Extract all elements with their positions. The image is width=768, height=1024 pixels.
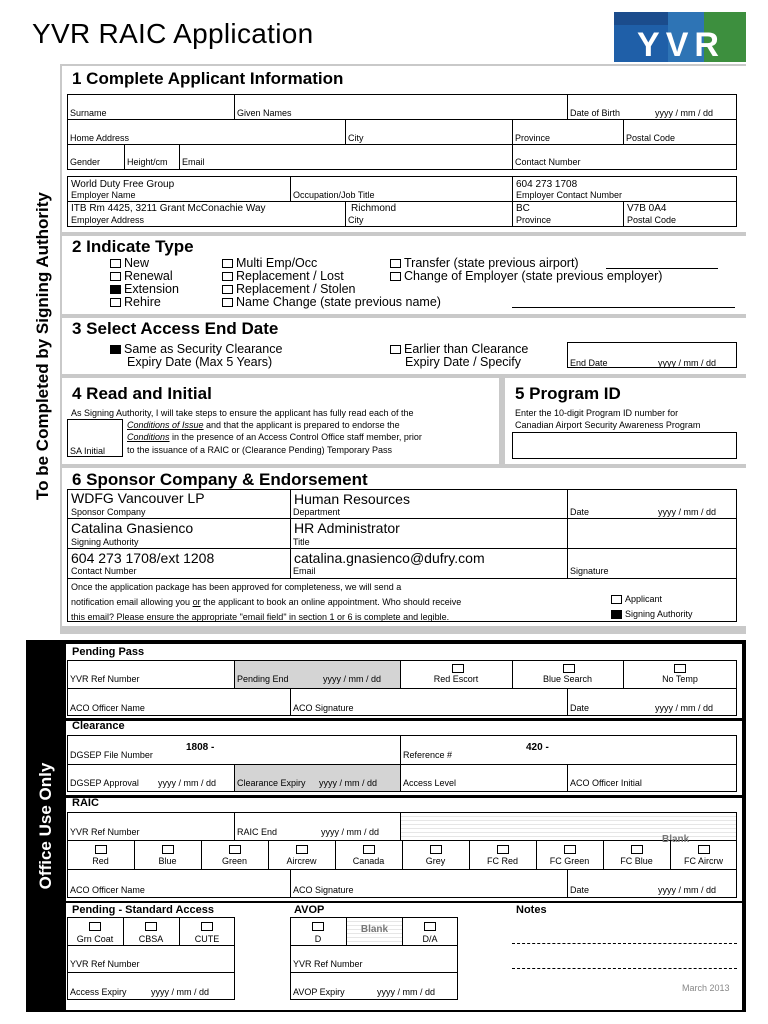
raic-color-label: Blue xyxy=(158,856,177,866)
office-use-label: Office Use Only xyxy=(36,762,55,890)
avop-header: AVOP xyxy=(294,904,325,916)
checkbox-icon xyxy=(110,272,121,281)
signing-authority-label: Signing Authority xyxy=(71,537,139,547)
notify-applicant-option[interactable] xyxy=(611,594,662,604)
checkbox-icon xyxy=(222,259,233,268)
access-level[interactable]: Access Level xyxy=(403,778,457,788)
surname-field[interactable]: Surname xyxy=(70,108,107,118)
dgsep-file-prefix: 1808 - xyxy=(186,742,215,753)
raic-color-checkbox[interactable] xyxy=(698,845,710,854)
program-id-line1: Enter the 10-digit Program ID number for xyxy=(515,408,679,418)
yvr-logo xyxy=(614,12,746,62)
dob-format: yyyy / mm / dd xyxy=(655,108,714,118)
checkbox-icon xyxy=(110,259,121,268)
province-field[interactable]: Province xyxy=(515,133,551,143)
checkbox-icon xyxy=(222,298,233,307)
signing-authority-value[interactable]: Catalina Gnasienco xyxy=(71,520,194,536)
dgsep-approval[interactable]: DGSEP Approval xyxy=(70,778,139,788)
raic-color-label: Red xyxy=(92,856,109,866)
raic-color-checkbox[interactable] xyxy=(296,845,308,854)
raic-header: RAIC xyxy=(72,797,99,809)
section1-header: 1 Complete Applicant Information xyxy=(72,69,344,88)
red-escort-checkbox[interactable] xyxy=(452,664,464,673)
avop-da-checkbox[interactable] xyxy=(424,922,436,931)
checkbox-icon xyxy=(222,285,233,294)
type-transfer[interactable] xyxy=(390,256,579,270)
end-date-label: End Date xyxy=(570,358,608,368)
end-earlier-than-clearance[interactable] xyxy=(390,342,528,356)
pending-pass-header: Pending Pass xyxy=(72,646,145,658)
type-name-change[interactable] xyxy=(222,295,441,309)
type-extension-label: Extension xyxy=(124,282,179,296)
program-id-line2: Canadian Airport Security Awareness Program xyxy=(515,420,701,430)
type-new-label: New xyxy=(124,256,150,270)
type-multi-label: Multi Emp/Occ xyxy=(236,256,318,270)
read-initial-line2 xyxy=(127,420,400,430)
sponsor-date-format: yyyy / mm / dd xyxy=(658,507,717,517)
raic-color-label: FC Green xyxy=(549,856,590,866)
psa-option-checkbox[interactable] xyxy=(89,922,101,931)
title-label: Title xyxy=(293,537,310,547)
notify-signing-label: Signing Authority xyxy=(625,609,693,619)
blue-search-checkbox[interactable] xyxy=(563,664,575,673)
notify-applicant-label: Applicant xyxy=(625,594,663,604)
raic-color-checkbox[interactable] xyxy=(564,845,576,854)
employer-address-label: Employer Address xyxy=(71,215,145,225)
clearance-header: Clearance xyxy=(72,720,125,732)
section2-header: 2 Indicate Type xyxy=(72,237,194,256)
raic-aco-signature[interactable]: ACO Signature xyxy=(293,885,354,895)
employer-name-value[interactable]: World Duty Free Group xyxy=(71,179,175,190)
checkbox-icon xyxy=(222,272,233,281)
psa-header: Pending - Standard Access xyxy=(72,904,215,916)
checkbox-icon xyxy=(390,259,401,268)
pending-ref-number[interactable]: YVR Ref Number xyxy=(70,674,140,684)
raic-color-label: FC Red xyxy=(486,856,518,866)
pending-date-format: yyyy / mm / dd xyxy=(655,703,714,713)
type-transfer-label: Transfer (state previous airport) xyxy=(404,256,579,270)
raic-color-checkbox[interactable] xyxy=(162,845,174,854)
sa-initial-label: SA Initial xyxy=(70,446,106,456)
section3-header: 3 Select Access End Date xyxy=(72,319,279,338)
end-same-as-clearance[interactable] xyxy=(110,342,282,356)
dob-field[interactable]: Date of Birth xyxy=(570,108,621,118)
height-field[interactable]: Height/cm xyxy=(127,157,168,167)
no-temp-label: No Temp xyxy=(662,674,698,684)
read-initial-line3-rest: in the presence of an Access Control Office staff member, prior xyxy=(169,432,422,442)
employer-phone-label: Employer Contact Number xyxy=(516,190,623,200)
read-initial-line3 xyxy=(127,432,422,442)
employer-city-label: City xyxy=(348,215,364,225)
employer-phone-value[interactable]: 604 273 1708 xyxy=(516,179,578,190)
sponsor-contact-value[interactable]: 604 273 1708/ext 1208 xyxy=(71,550,215,566)
dgsep-approval-format: yyyy / mm / dd xyxy=(158,778,217,788)
raic-aco-name[interactable]: ACO Officer Name xyxy=(70,885,145,895)
type-change-employer-label: Change of Employer (state previous employer) xyxy=(404,269,663,283)
psa-option-label: CUTE xyxy=(194,934,220,944)
checked-checkbox-icon xyxy=(611,610,622,619)
side-label-signing-text: To be Completed by Signing Authority xyxy=(33,192,52,500)
type-change-employer[interactable] xyxy=(390,269,662,283)
notify-signing-option[interactable] xyxy=(611,609,693,619)
type-rehire[interactable] xyxy=(110,295,161,309)
psa-option-label: CBSA xyxy=(138,934,164,944)
section6-header: 6 Sponsor Company & Endorsement xyxy=(72,470,368,489)
contact-number-field[interactable]: Contact Number xyxy=(515,157,581,167)
blue-search-label: Blue Search xyxy=(542,674,593,684)
conditions-link[interactable]: Conditions xyxy=(127,432,170,442)
raic-color-label: FC Blue xyxy=(620,856,653,866)
reference-prefix: 420 - xyxy=(526,742,549,753)
notes-line[interactable] xyxy=(512,968,737,969)
signature-field[interactable]: Signature xyxy=(570,566,609,576)
type-extension[interactable] xyxy=(110,282,179,296)
city-field[interactable]: City xyxy=(348,133,364,143)
pending-end-format: yyyy / mm / dd xyxy=(323,674,382,684)
raic-date[interactable]: Date xyxy=(570,885,590,895)
checked-checkbox-icon xyxy=(110,345,121,354)
raic-color-label: Canada xyxy=(352,856,385,866)
avop-ref-number[interactable]: YVR Ref Number xyxy=(293,959,363,969)
psa-option-checkbox[interactable] xyxy=(145,922,157,931)
read-initial-line1: As Signing Authority, I will take steps to ensure the applicant has fully read each of the xyxy=(71,408,414,418)
pending-aco-signature[interactable]: ACO Signature xyxy=(293,703,354,713)
aco-officer-initial[interactable]: ACO Officer Initial xyxy=(570,778,642,788)
type-multi[interactable] xyxy=(222,256,317,270)
notes-header: Notes xyxy=(516,904,547,916)
type-rehire-label: Rehire xyxy=(124,295,161,309)
type-replacement-stolen-label: Replacement / Stolen xyxy=(236,282,356,296)
avop-blank-label: Blank xyxy=(360,924,389,935)
checkbox-icon xyxy=(390,272,401,281)
employer-city-value[interactable]: Richmond xyxy=(351,203,397,214)
read-initial-line2-rest: and that the applicant is prepared to endorse the xyxy=(203,420,400,430)
page-title: YVR RAIC Application xyxy=(32,18,314,49)
clearance-expiry-format: yyyy / mm / dd xyxy=(319,778,378,788)
type-replacement-stolen[interactable] xyxy=(222,282,356,296)
section4-header: 4 Read and Initial xyxy=(72,384,212,403)
raic-color-checkbox[interactable] xyxy=(631,845,643,854)
department-label: Department xyxy=(293,507,341,517)
conditions-of-issue-link[interactable]: Conditions of Issue xyxy=(127,420,204,430)
psa-option-label: Grn Coat xyxy=(76,934,114,944)
avop-expiry-format: yyyy / mm / dd xyxy=(377,987,436,997)
raic-end-field[interactable]: RAIC End xyxy=(237,827,278,837)
raic-color-checkbox[interactable] xyxy=(229,845,241,854)
raic-end-format: yyyy / mm / dd xyxy=(321,827,380,837)
employer-province-label: Province xyxy=(516,215,552,225)
sponsor-company-label: Sponsor Company xyxy=(71,507,146,517)
employer-postal-value[interactable]: V7B 0A4 xyxy=(627,203,667,214)
avop-da-label: D/A xyxy=(422,934,438,944)
logo-text: YVR xyxy=(637,26,725,62)
type-new[interactable] xyxy=(110,256,149,270)
raic-color-label: Aircrew xyxy=(286,856,317,866)
title-value[interactable]: HR Administrator xyxy=(294,520,400,536)
raic-date-format: yyyy / mm / dd xyxy=(658,885,717,895)
psa-access-expiry[interactable]: Access Expiry xyxy=(70,987,127,997)
reference-number[interactable]: Reference # xyxy=(403,750,453,760)
notification-note-line3: this email? Please ensure the appropriate "email field" in section 1 or 6 is complete and legible. xyxy=(71,612,450,622)
checkbox-icon xyxy=(110,298,121,307)
department-value[interactable]: Human Resources xyxy=(294,491,410,507)
type-replacement-lost[interactable] xyxy=(222,269,344,283)
raic-blank-label: Blank xyxy=(662,834,690,845)
employer-province-value[interactable]: BC xyxy=(516,203,530,214)
type-renewal-label: Renewal xyxy=(124,269,173,283)
notification-note-line1: Once the application package has been approved for completeness, we will send a xyxy=(71,582,402,592)
end-same-label: Same as Security Clearance xyxy=(124,342,283,356)
employer-name-label: Employer Name xyxy=(71,190,136,200)
pending-end-field[interactable]: Pending End xyxy=(237,674,289,684)
email-field[interactable]: Email xyxy=(182,157,205,167)
type-replacement-lost-label: Replacement / Lost xyxy=(236,269,344,283)
employer-address-value[interactable]: ITB Rm 4425, 3211 Grant McConachie Way xyxy=(71,203,266,214)
raic-ref-number[interactable]: YVR Ref Number xyxy=(70,827,140,837)
note2-part-a: notification email allowing you xyxy=(71,597,193,607)
end-date-format: yyyy / mm / dd xyxy=(658,358,717,368)
checkbox-icon xyxy=(611,595,622,604)
dgsep-file-number[interactable]: DGSEP File Number xyxy=(70,750,153,760)
raic-color-checkbox[interactable] xyxy=(497,845,509,854)
sponsor-contact-label: Contact Number xyxy=(71,566,137,576)
checked-checkbox-icon xyxy=(110,285,121,294)
form-date-footer: March 2013 xyxy=(682,983,730,993)
pending-date[interactable]: Date xyxy=(570,703,590,713)
type-name-change-label: Name Change (state previous name) xyxy=(236,295,441,309)
postal-code-field[interactable]: Postal Code xyxy=(626,133,676,143)
read-initial-line4: to the issuance of a RAIC or (Clearance Pending) Temporary Pass xyxy=(127,445,392,455)
sponsor-email-value[interactable]: catalina.gnasienco@dufry.com xyxy=(294,550,485,566)
notes-line[interactable] xyxy=(512,943,737,944)
red-escort-label: Red Escort xyxy=(433,674,479,684)
raic-color-checkbox[interactable] xyxy=(95,845,107,854)
psa-ref-number[interactable]: YVR Ref Number xyxy=(70,959,140,969)
raic-color-label: Grey xyxy=(425,856,446,866)
section5-header: 5 Program ID xyxy=(515,384,621,403)
avop-d-checkbox[interactable] xyxy=(312,922,324,931)
home-address-field[interactable]: Home Address xyxy=(70,133,130,143)
no-temp-checkbox[interactable] xyxy=(674,664,686,673)
clearance-expiry[interactable]: Clearance Expiry xyxy=(237,778,306,788)
type-renewal[interactable] xyxy=(110,269,173,283)
sponsor-date-label[interactable]: Date xyxy=(570,507,590,517)
note2-part-or: or xyxy=(192,597,201,607)
notification-note-line2 xyxy=(71,597,461,607)
end-earlier-label-2: Expiry Date / Specify xyxy=(405,355,522,369)
avop-d-label: D xyxy=(314,934,322,944)
avop-expiry[interactable]: AVOP Expiry xyxy=(293,987,345,997)
sponsor-email-label: Email xyxy=(293,566,316,576)
employer-postal-label: Postal Code xyxy=(627,215,677,225)
gender-field[interactable]: Gender xyxy=(70,157,101,167)
psa-expiry-format: yyyy / mm / dd xyxy=(151,987,210,997)
end-earlier-label: Earlier than Clearance xyxy=(404,342,529,356)
raic-color-checkbox[interactable] xyxy=(363,845,375,854)
previous-employer-line[interactable] xyxy=(512,307,735,308)
raic-color-label: FC Aircrw xyxy=(684,856,723,866)
sponsor-company-value[interactable]: WDFG Vancouver LP xyxy=(71,490,205,506)
occupation-label[interactable]: Occupation/Job Title xyxy=(293,190,375,200)
checkbox-icon xyxy=(390,345,401,354)
end-same-label-2: Expiry Date (Max 5 Years) xyxy=(127,355,273,369)
psa-option-checkbox[interactable] xyxy=(201,922,213,931)
raic-color-checkbox[interactable] xyxy=(430,845,442,854)
given-names-field[interactable]: Given Names xyxy=(237,108,292,118)
raic-color-label: Green xyxy=(221,856,247,866)
note2-part-c: the applicant to book an online appointment. Who should receive xyxy=(200,597,462,607)
program-id-input[interactable] xyxy=(512,432,737,459)
pending-aco-name[interactable]: ACO Officer Name xyxy=(70,703,145,713)
